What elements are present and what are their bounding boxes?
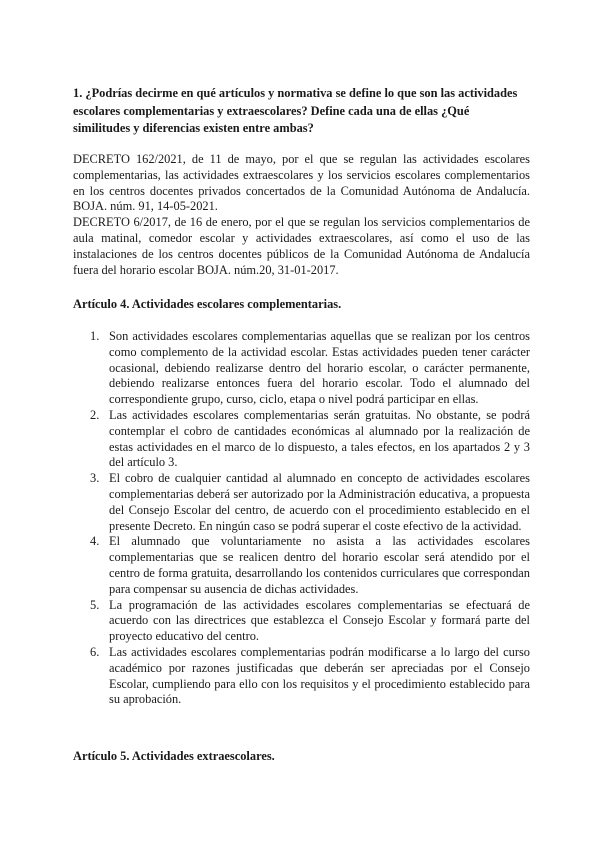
question-heading: 1. ¿Podrías decirme en qué artículos y normativa se define lo que son las actividades escolares complementarias y extraescolares? Define cada una de ellas ¿Qué similitudes y diferencias existen entre ambas? <box>73 86 518 135</box>
list-item-number: 5. <box>90 597 100 612</box>
article-4-heading: Artículo 4. Actividades escolares complementarias. <box>73 297 342 311</box>
decree-6-2017: DECRETO 6/2017, de 16 de enero, por el que se regulan los servicios complementarios de aula matinal, comedor escolar y actividades extraescolares, así como el uso de las instalaciones de los centros docentes públicos de la Comunidad Autónoma de Andalucía fuera del horario escolar BOJA. núm.20, 31-01-2017. <box>73 215 530 277</box>
list-item <box>73 534 530 597</box>
list-item <box>73 471 530 534</box>
list-item-text: Las actividades escolares complementarias serán gratuitas. No obstante, se podrá contemplar el cobro de cantidades económicas al alumnado por la realización de estas actividades en el marco de lo dispuesto, a tales efectos, en los apartados 2 y 3 del artículo 3. <box>109 407 530 470</box>
list-item <box>73 329 530 408</box>
list-item-text: Son actividades escolares complementarias aquellas que se realizan por los centros como complemento de la actividad escolar. Estas actividades pueden tener carácter ocasional, debiendo realizarse dentro del horario escolar, o carácter permanente, debiendo realizarse entonces fuera del horario escolar. Todo el alumnado del correspondiente grupo, curso, ciclo, etapa o nivel podrá participar en ellas. <box>109 329 530 407</box>
list-item <box>73 645 530 708</box>
decree-162-2021: DECRETO 162/2021, de 11 de mayo, por el que se regulan las actividades escolares complementarias, las actividades extraescolares y los servicios escolares complementarios en los centros docentes privados concertados de la Comunidad Autónoma de Andalucía. BOJA. núm. 91, 14-05-2021. <box>73 152 530 214</box>
list-item-number: 6. <box>90 644 100 659</box>
list-item <box>73 408 530 471</box>
list-item-text: El cobro de cualquier cantidad al alumnado en concepto de actividades escolares complementarias deberá ser autorizado por la Administración educativa, a propuesta del Consejo Escolar del centro, de acuerdo con el procedimiento establecido en el presente Decreto. En ningún caso se podrá superar el coste efectivo de la actividad. <box>109 471 530 533</box>
list-item-number: 4. <box>90 534 100 549</box>
list-item-text: Las actividades escolares complementarias podrán modificarse a lo largo del curso académico por razones justificadas que deberán ser apreciadas por el Consejo Escolar, cumpliendo para ello con los requisitos y el procedimiento establecido para su aprobación. <box>109 644 530 707</box>
list-item-text: El alumnado que voluntariamente no asista a las actividades escolares complementarias que se realicen dentro del horario escolar será atendido por el centro de forma gratuita, desarrollando los contenidos curriculares que correspondan para compensar su ausencia de dichas actividades. <box>109 534 530 596</box>
list-item-number: 3. <box>90 471 100 486</box>
list-item <box>73 598 530 645</box>
article-5-heading: Artículo 5. Actividades extraescolares. <box>73 749 275 763</box>
list-item-number: 2. <box>90 407 100 422</box>
list-item-text: La programación de las actividades escolares complementarias se efectuará de acuerdo con las directrices que establezca el Consejo Escolar y formará parte del proyecto educativo del centro. <box>109 597 530 644</box>
article-4-list <box>73 329 530 708</box>
decree-references <box>73 152 530 278</box>
list-item-number: 1. <box>90 329 100 343</box>
